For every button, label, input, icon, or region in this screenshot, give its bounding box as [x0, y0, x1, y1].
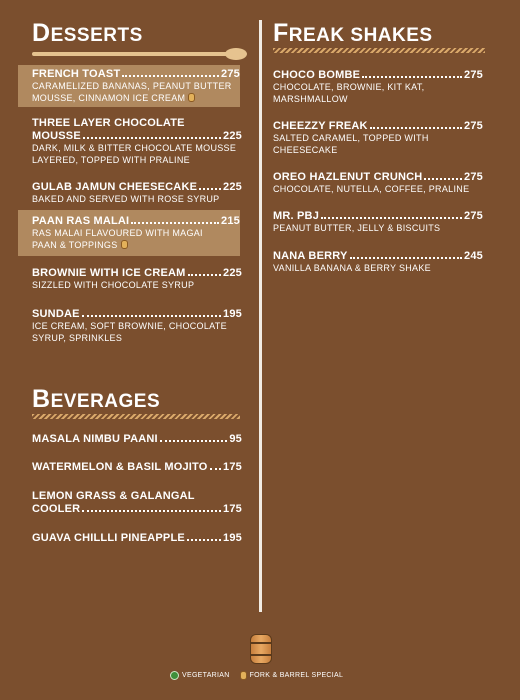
- veg-icon: [170, 671, 179, 680]
- column-divider: [259, 20, 262, 612]
- menu-item-mr-pbj: MR. PBJ 275 PEANUT BUTTER, JELLY & BISCUITS: [273, 210, 483, 233]
- menu-item-gulab-jamun: GULAB JAMUN CHEESECAKE 225 BAKED AND SERVED WITH ROSE SYRUP: [32, 181, 242, 204]
- menu-item-sundae: SUNDAE 195 ICE CREAM, SOFT BROWNIE, CHOCOLATE SYRUP, SPRINKLES: [32, 308, 242, 343]
- beverages-title: BEVERAGES: [32, 385, 161, 413]
- legend-veg-label: VEGETARIAN: [182, 672, 230, 679]
- menu-item-lemon-grass: LEMON GRASS & GALANGAL COOLER 175: [32, 490, 242, 515]
- menu-item-cheezzy-freak: CHEEZZY FREAK 275 SALTED CARAMEL, TOPPED WITH CHEESECAKE: [273, 120, 483, 155]
- legend-special-label: FORK & BARREL SPECIAL: [249, 672, 344, 679]
- beverages-rule: [32, 414, 240, 419]
- menu-item-mousse: THREE LAYER CHOCOLATE MOUSSE 225 DARK, MILK & BITTER CHOCOLATE MOUSSE LAYERED, TOPPED WITH PRALINE: [32, 117, 242, 165]
- menu-item-french-toast: FRENCH TOAST 275 CARAMELIZED BANANAS, PEANUT BUTTER MOUSSE, CINNAMON ICE CREAM: [18, 65, 240, 107]
- menu-item-brownie: BROWNIE WITH ICE CREAM 225 SIZZLED WITH CHOCOLATE SYRUP: [32, 267, 242, 290]
- barrel-icon: [121, 240, 128, 249]
- freak-shakes-title: FREAK SHAKES: [273, 19, 433, 47]
- barrel-icon: [240, 671, 247, 680]
- menu-item-choco-bombe: CHOCO BOMBE 275 CHOCOLATE, BROWNIE, KIT KAT, MARSHMALLOW: [273, 69, 483, 104]
- menu-item-masala-nimbu: MASALA NIMBU PAANI 95: [32, 433, 242, 445]
- menu-item-mojito: WATERMELON & BASIL MOJITO 175: [32, 461, 242, 473]
- barrel-icon: [250, 634, 272, 664]
- desserts-title: DESSERTS: [32, 19, 143, 47]
- freak-shakes-rule: [273, 48, 485, 53]
- legend: [170, 671, 343, 680]
- menu-item-oreo-hazlenut: OREO HAZLENUT CRUNCH 275 CHOCOLATE, NUTELLA, COFFEE, PRALINE: [273, 171, 483, 194]
- menu-item-nana-berry: NANA BERRY 245 VANILLA BANANA & BERRY SHAKE: [273, 250, 483, 273]
- barrel-icon: [188, 93, 195, 102]
- menu-item-guava: GUAVA CHILLLI PINEAPPLE 195: [32, 532, 242, 544]
- menu-item-paan-ras-malai: PAAN RAS MALAI 215 RAS MALAI FLAVOURED WITH MAGAI PAAN & TOPPINGS: [18, 210, 240, 256]
